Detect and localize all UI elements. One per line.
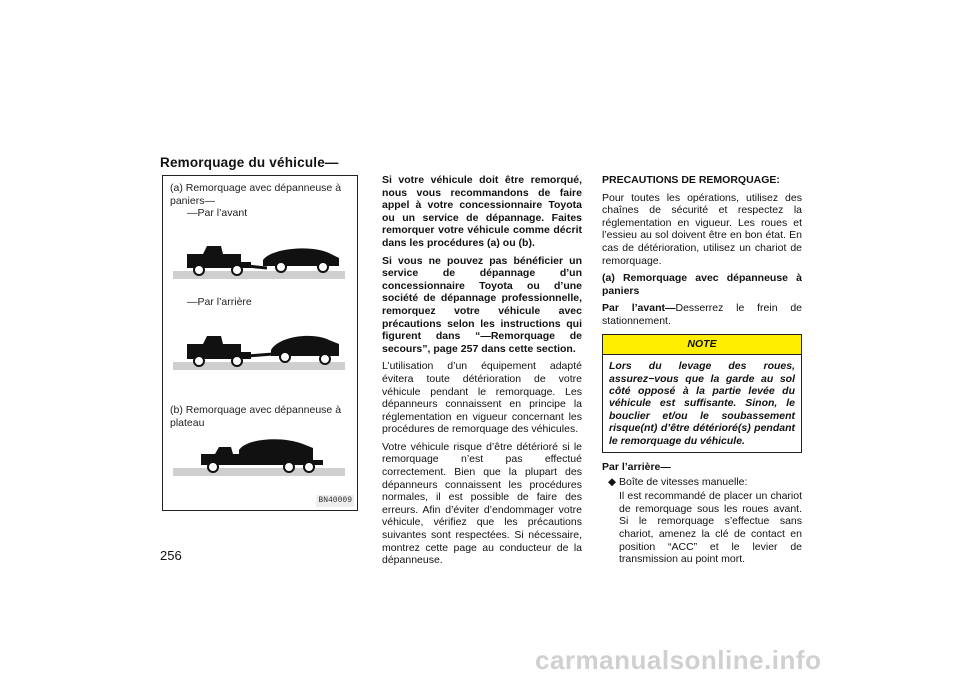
manual-transmission-item — [602, 476, 802, 489]
figure-item-a-label: (a) Remorquage avec dépanneuse à paniers— — [170, 182, 342, 207]
bullet-icon: ◆ — [608, 475, 617, 488]
note-title: NOTE — [603, 335, 801, 356]
emergency-paragraph: Si vous ne pouvez pas bénéficier un service de dépannage d’un concessionnaire Toyota ou d’une société de dépannage professionnelle, remorquez votre véhicule avec précautions selon les instructions qui figurent dans “—Remorquage de secours”, page 257 dans cette section. — [382, 254, 582, 355]
figure-front-label: —Par l’avant — [187, 207, 248, 219]
precautions-title: PRECAUTIONS DE REMORQUAGE: — [602, 174, 780, 186]
rear-instruction-text: Il est recommandé de placer un chariot de remorquage sous les roues avant. Si le remorquage s’effectue sans chariot, amenez la clé de contact en position “ACC” et le levier de transmission au point mort. — [619, 490, 802, 566]
manual-transmission-label: Boîte de vitesses manuelle: — [619, 475, 748, 488]
watermark: carmanualsonline.info — [535, 645, 822, 675]
flatbed-tow-drawing — [163, 434, 357, 484]
equipment-paragraph: L’utilisation d’un équipement adapté évitera toute détérioration de votre véhicule pendant le remorquage. Les dépanneurs connaissent en principe la réglementation en vigueur concernant les procédures de remorquage des véhicules. — [382, 360, 582, 436]
front-instruction-text: Desserrez le frein de stationnement. — [602, 302, 802, 327]
figure-code: BN40009 — [316, 495, 354, 508]
middle-column — [382, 174, 582, 572]
precautions-paragraph: Pour toutes les opérations, utilisez des chaînes de sécurité et respectez la réglementation en vigueur. Les roues et l’essieu au sol doivent être en bon état. En cas de détérioration, utilisez un chariot de remorquage. — [602, 191, 802, 267]
front-instruction-label: Par l’avant— — [602, 302, 676, 315]
subsection-a-title: (a) Remorquage avec dépanneuse à paniers — [602, 272, 802, 297]
front-tow-wheel-lift-drawing — [163, 238, 357, 288]
figure-rear-label: —Par l’arrière — [187, 296, 252, 308]
rear-tow-wheel-lift-drawing — [163, 326, 357, 378]
intro-paragraph: Si votre véhicule doit être remorqué, nous vous recommandons de faire appel à votre concessionnaire Toyota ou un service de dépannage. Faites remorquer votre véhicule comme décrit dans les procédures (a) ou (b). — [382, 174, 582, 249]
rear-label: Par l’arrière— — [602, 460, 671, 473]
note-body: Lors du levage des roues, assurez−vous que la garde au sol côté opposé à la partie levée du véhicule est suffisante. Sinon, le bouclier et/ou le soubassement risque(nt) d’être détérioré(s) pendant le remorquage du véhicule. — [609, 360, 795, 447]
figure-item-b-label: (b) Remorquage avec dépanneuse à plateau — [170, 404, 342, 429]
front-instruction — [602, 302, 802, 327]
section-heading: Remorquage du véhicule— — [160, 155, 339, 170]
risk-paragraph: Votre véhicule risque d’être détérioré si le remorquage n’est pas effectué correctement. Bien que la plupart des dépanneurs connaissent les procédures normales, il est possible de faire des erreurs. Afin d’éviter d’endommager votre véhicule, vérifiez que les précautions suivantes sont respectées. Si nécessaire, montrez cette page au conducteur de la dépanneuse. — [382, 440, 582, 567]
right-column — [602, 174, 802, 571]
note-box — [602, 334, 802, 453]
page-number: 256 — [160, 548, 182, 563]
towing-illustration — [162, 175, 358, 511]
